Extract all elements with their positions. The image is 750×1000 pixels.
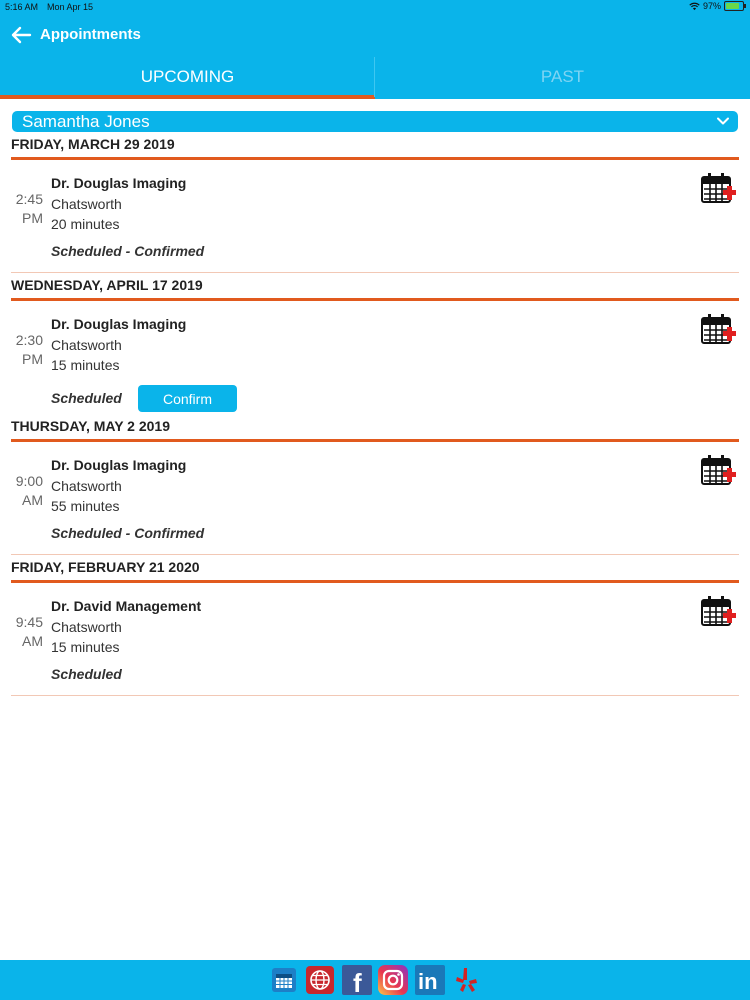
appointment-status: Scheduled <box>51 666 122 682</box>
linkedin-text: in <box>418 969 438 994</box>
appointment-section <box>11 416 739 555</box>
appointment-time-hour: 9:00 <box>15 473 43 489</box>
nav-bar <box>0 15 750 55</box>
appointment-time-period: AM <box>22 633 43 649</box>
appointment-section <box>11 134 739 273</box>
calendar-add-icon[interactable] <box>699 170 737 208</box>
facebook-icon <box>342 965 372 995</box>
yelp-link[interactable] <box>452 965 480 995</box>
status-bar <box>0 0 750 15</box>
appointment-time-period: AM <box>22 492 43 508</box>
appointment-card[interactable] <box>11 583 739 696</box>
appointment-time-hour: 2:30 <box>15 332 43 348</box>
appointment-time-period: PM <box>22 351 43 367</box>
battery-percent: 97% <box>702 1 721 11</box>
linkedin-icon <box>415 965 445 995</box>
doctor-name: Dr. Douglas Imaging <box>51 316 187 332</box>
facebook-letter: f <box>353 968 362 995</box>
appointment-location: Chatsworth <box>51 196 122 212</box>
date-header: FRIDAY, FEBRUARY 21 2020 <box>11 557 739 583</box>
wifi-icon <box>689 2 700 11</box>
calendar-icon <box>271 967 297 993</box>
appointment-card[interactable] <box>11 160 739 273</box>
date-header: WEDNESDAY, APRIL 17 2019 <box>11 275 739 301</box>
calendar-link[interactable] <box>270 965 298 995</box>
globe-icon <box>306 966 334 994</box>
instagram-link[interactable] <box>378 965 408 995</box>
appointment-time <box>11 472 43 510</box>
instagram-icon <box>378 965 408 995</box>
appointment-location: Chatsworth <box>51 619 122 635</box>
appointment-status: Scheduled - Confirmed <box>51 525 205 541</box>
chevron-down-icon <box>716 114 730 128</box>
patient-name: Samantha Jones <box>22 112 150 131</box>
appointment-card[interactable] <box>11 442 739 555</box>
status-right <box>689 1 744 11</box>
linkedin-link[interactable] <box>414 965 446 995</box>
status-time: 5:16 AM <box>5 2 39 12</box>
doctor-name: Dr. David Management <box>51 598 202 614</box>
page-title[interactable]: Appointments <box>40 26 141 43</box>
appointment-duration: 20 minutes <box>51 216 120 232</box>
appointment-time <box>11 331 43 369</box>
appointment-time <box>11 190 43 228</box>
appointment-time-hour: 9:45 <box>15 614 43 630</box>
website-link[interactable] <box>305 965 335 995</box>
facebook-link[interactable] <box>342 965 372 995</box>
tab-upcoming[interactable]: UPCOMING <box>0 55 375 99</box>
doctor-name: Dr. Douglas Imaging <box>51 175 187 191</box>
appointment-duration: 15 minutes <box>51 639 120 655</box>
appointment-card[interactable] <box>11 301 739 413</box>
appointment-section <box>11 557 739 696</box>
date-header: THURSDAY, MAY 2 2019 <box>11 416 739 442</box>
patient-dropdown[interactable] <box>12 111 738 132</box>
appointment-duration: 55 minutes <box>51 498 120 514</box>
date-header: FRIDAY, MARCH 29 2019 <box>11 134 739 160</box>
back-arrow-icon[interactable] <box>9 23 33 47</box>
tab-bar <box>0 55 750 99</box>
calendar-add-icon[interactable] <box>699 452 737 490</box>
appointment-time <box>11 613 43 651</box>
appointment-time-hour: 2:45 <box>15 191 43 207</box>
appointment-location: Chatsworth <box>51 337 122 353</box>
battery-icon <box>724 1 744 11</box>
calendar-add-icon[interactable] <box>699 311 737 349</box>
appointment-duration: 15 minutes <box>51 357 120 373</box>
status-date: Mon Apr 15 <box>47 2 94 12</box>
yelp-icon <box>453 966 479 994</box>
appointment-status: Scheduled <box>51 390 122 406</box>
confirm-button[interactable]: Confirm <box>138 385 237 412</box>
footer-bar <box>0 960 750 1000</box>
doctor-name: Dr. Douglas Imaging <box>51 457 187 473</box>
appointment-section <box>11 275 739 413</box>
tab-past[interactable]: PAST <box>540 67 585 86</box>
calendar-add-icon[interactable] <box>699 593 737 631</box>
appointment-time-period: PM <box>22 210 43 226</box>
appointment-status: Scheduled - Confirmed <box>51 243 205 259</box>
appointment-location: Chatsworth <box>51 478 122 494</box>
